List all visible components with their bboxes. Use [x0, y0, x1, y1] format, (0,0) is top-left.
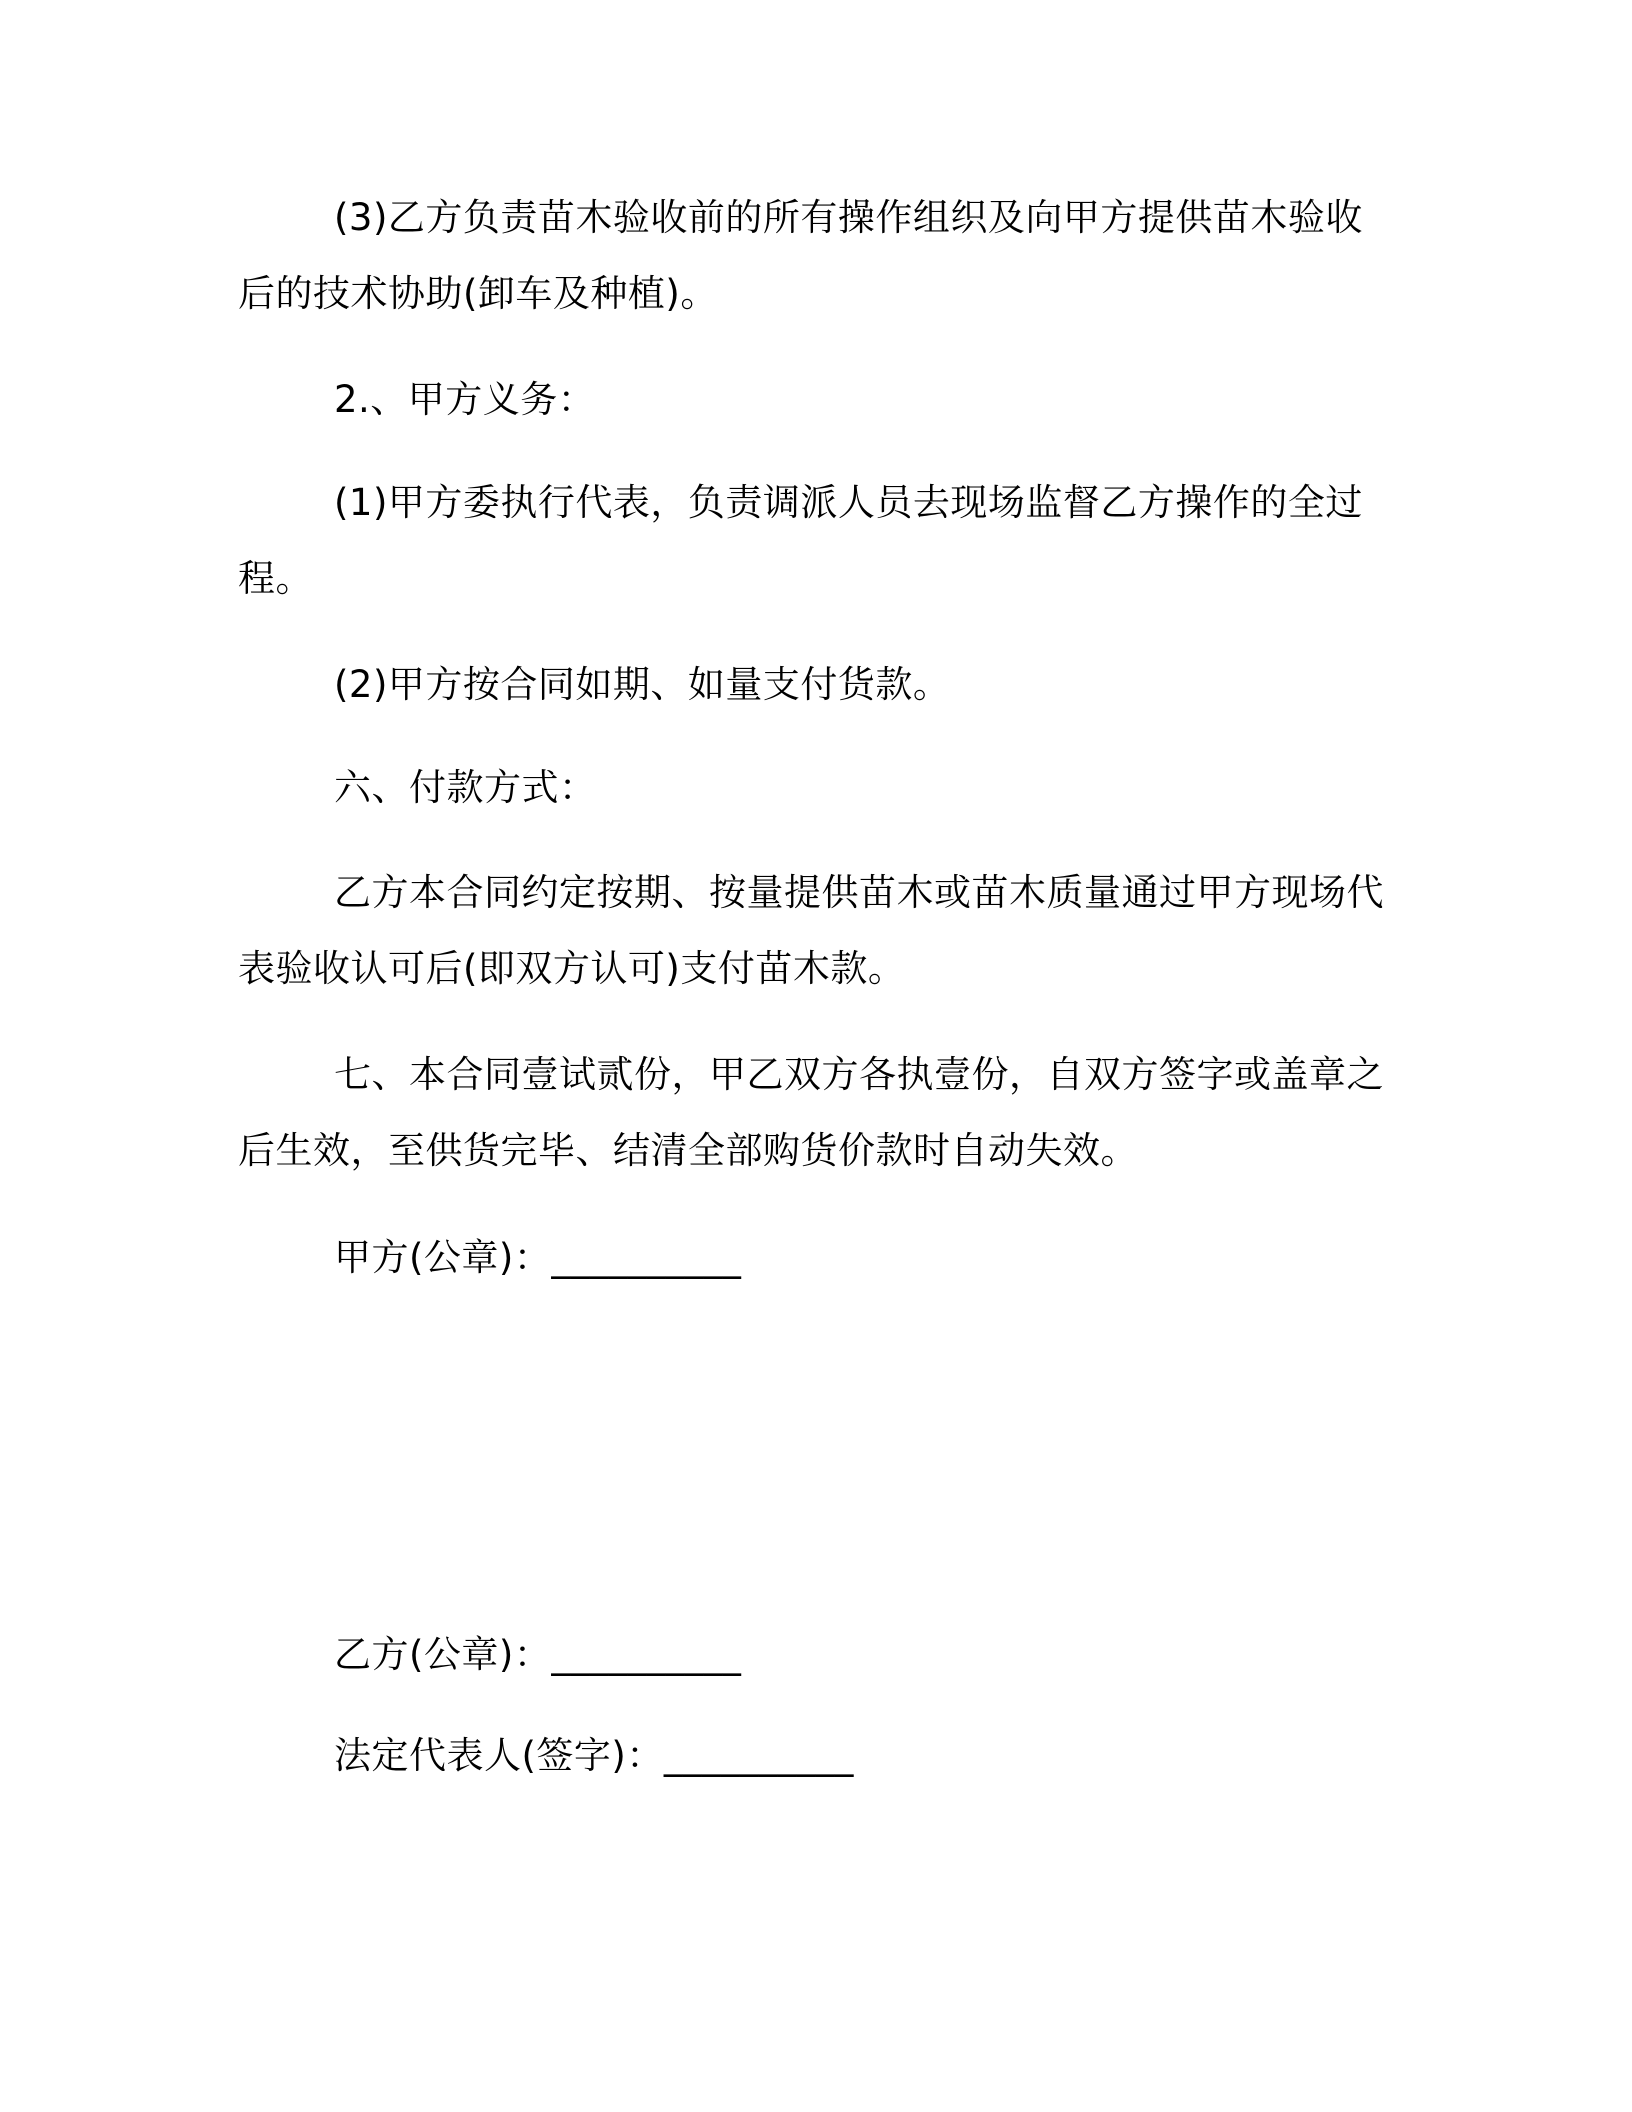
clause-3-paragraph: (3)乙方负责苗木验收前的所有操作组织及向甲方提供苗木验收后的技术协助(卸车及种植)。 [238, 196, 1363, 315]
party-a-obligations-heading: 2.、甲方义务： [334, 378, 596, 421]
contract-copies-paragraph: 七、本合同壹试贰份，甲乙双方各执壹份，自双方签字或盖章之后生效，至供货完毕、结清全部购货价款时自动失效。 [238, 1053, 1384, 1172]
legal-representative-signature-line: 法定代表人(签字)：__________ [334, 1734, 854, 1777]
payment-method-paragraph: 乙方本合同约定按期、按量提供苗木或苗木质量通过甲方现场代表验收认可后(即双方认可)支付苗木款。 [238, 871, 1384, 990]
payment-method-heading: 六、付款方式： [334, 766, 597, 809]
party-a-signature-line: 甲方(公章)：__________ [334, 1236, 742, 1279]
party-b-signature-line: 乙方(公章)：__________ [334, 1633, 742, 1676]
party-a-obligation-1: (1)甲方委执行代表，负责调派人员去现场监督乙方操作的全过程。 [238, 481, 1363, 600]
party-a-obligation-2: (2)甲方按合同如期、如量支付货款。 [334, 663, 951, 706]
